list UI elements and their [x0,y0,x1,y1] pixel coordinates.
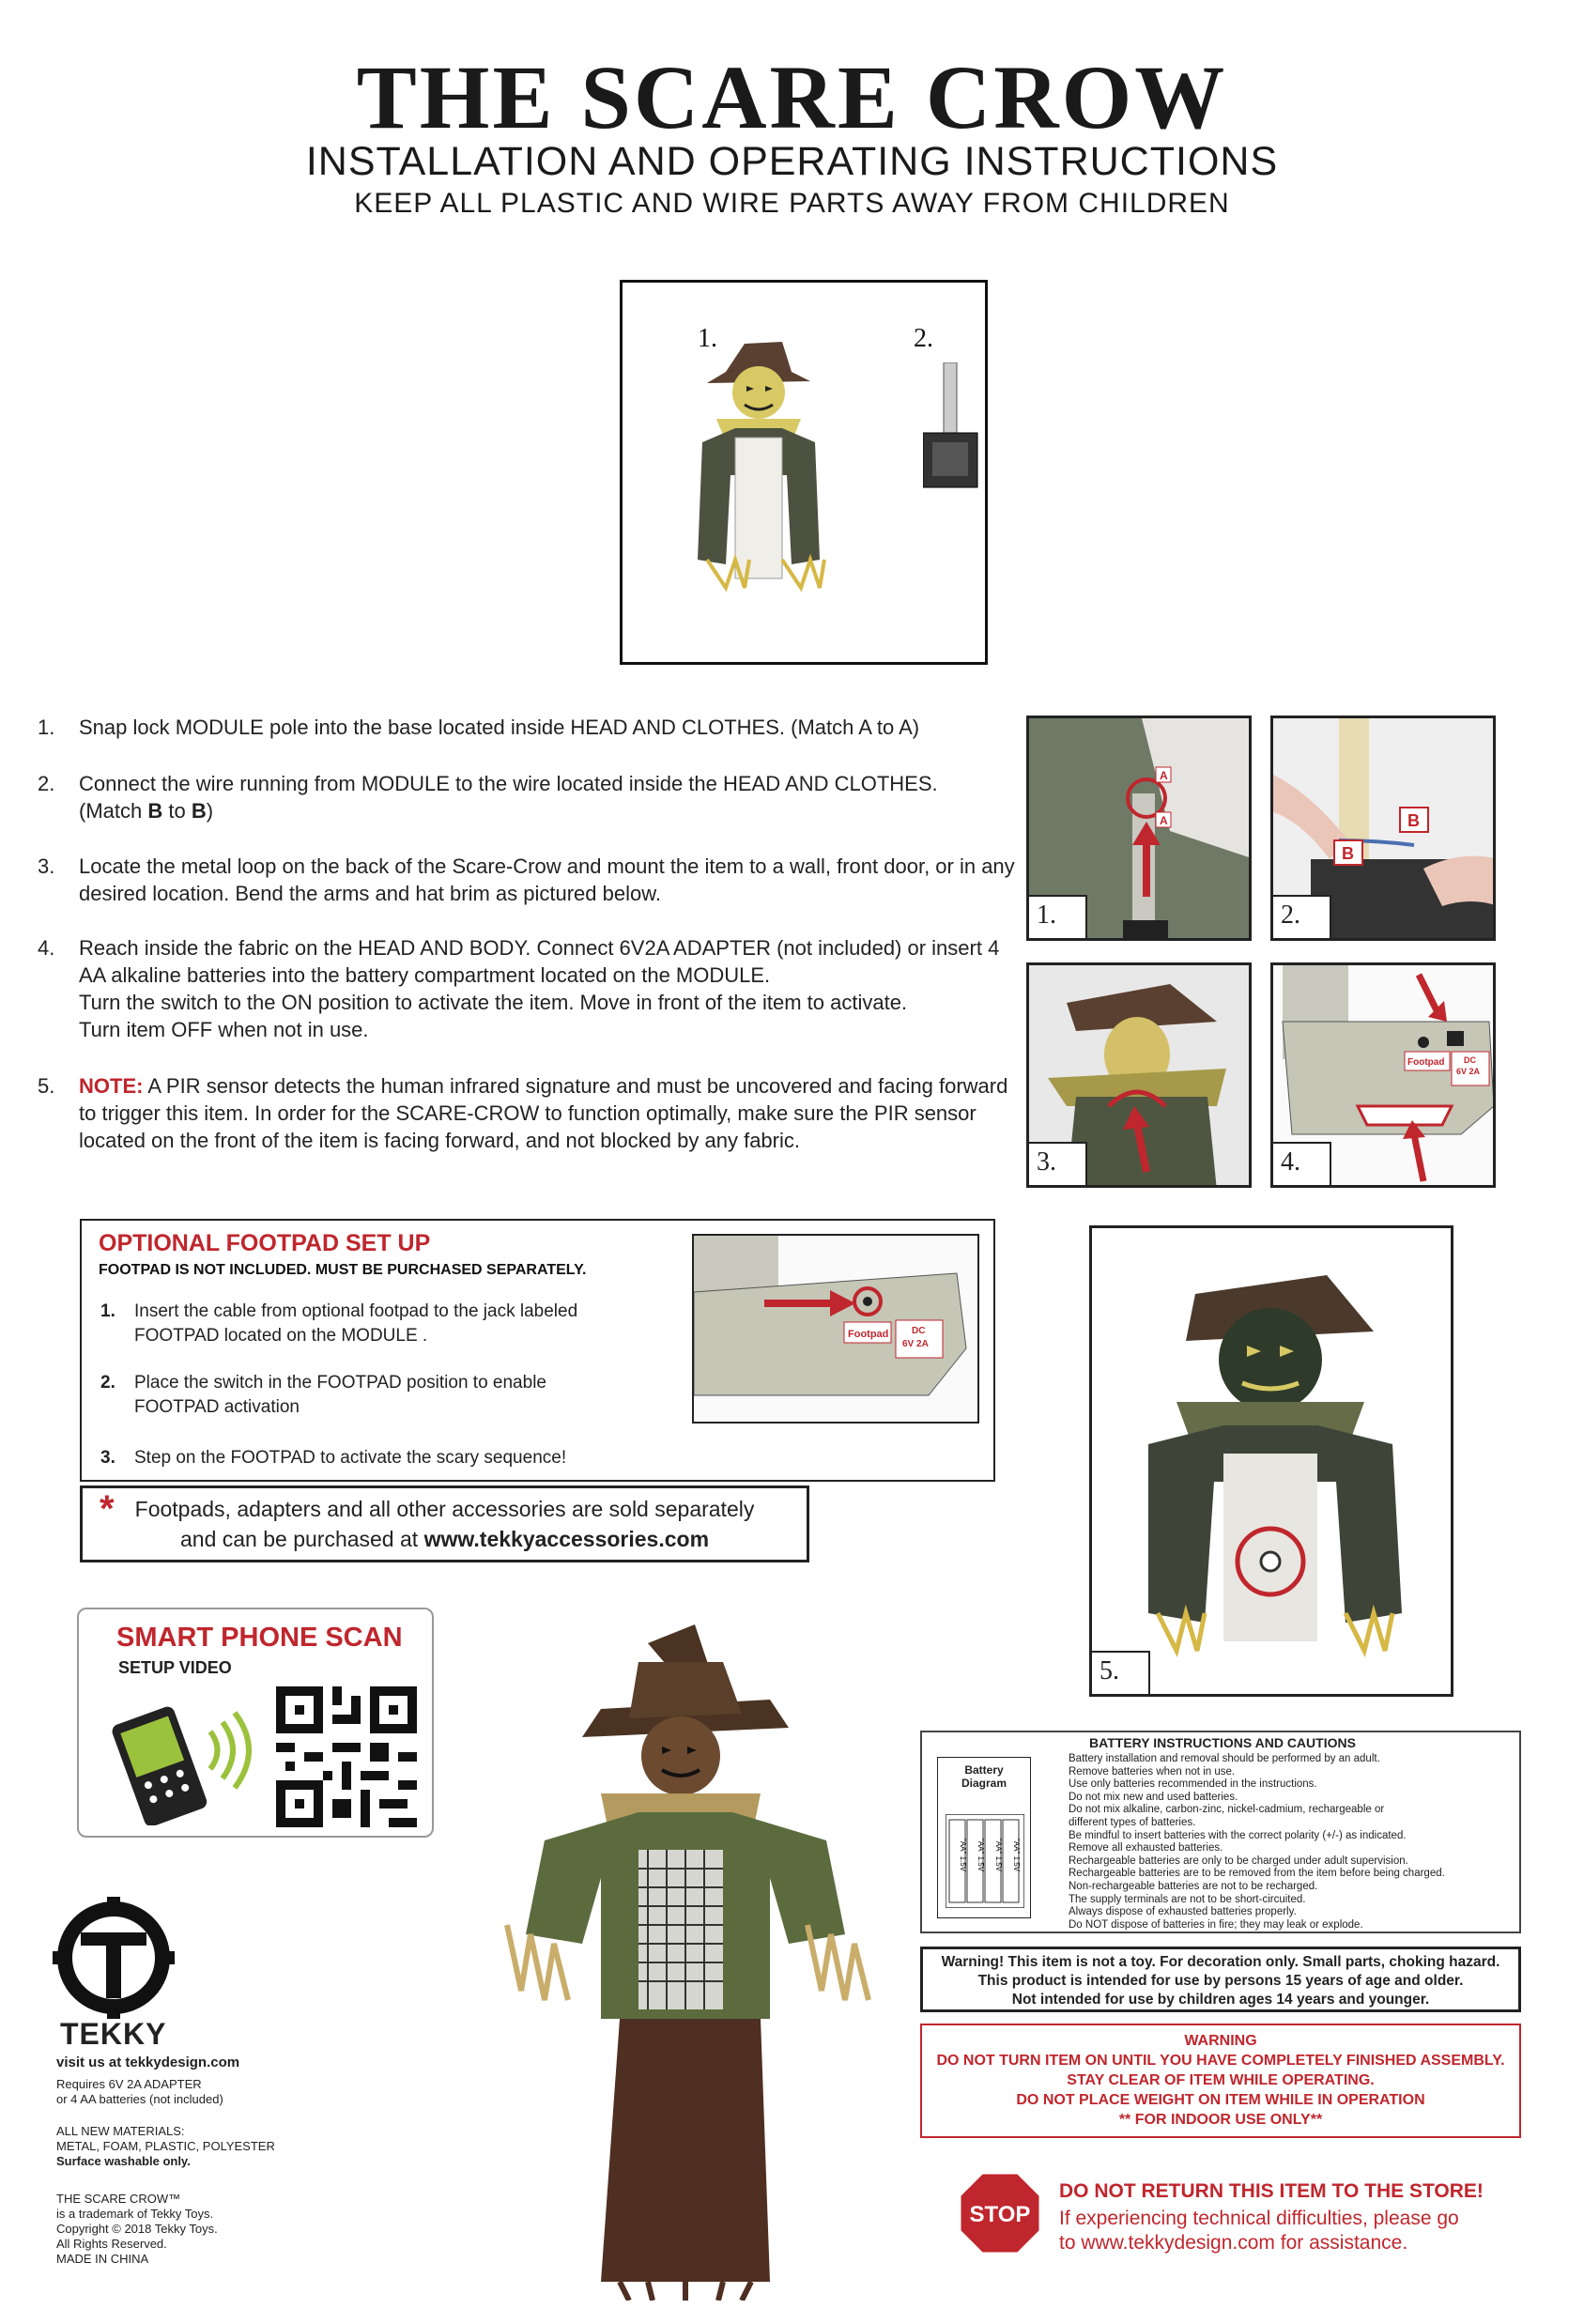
pir-sensor-illustration [1092,1228,1453,1697]
footpad-step-2: 2. Place the switch in the FOOTPAD position to enable FOOTPAD activation [100,1373,546,1417]
photo-step-1-label: 1. [1029,895,1087,938]
footpad-step-3: 3. Step on the FOOTPAD to activate the scary sequence! [100,1448,567,1468]
safety-warning-header: KEEP ALL PLASTIC AND WIRE PARTS AWAY FROM CHILDREN [354,188,1230,219]
tag-a-bottom: A [1160,814,1168,827]
asterisk-icon: * [100,1488,115,1530]
battery-instructions-box [920,1731,1521,1933]
photo-step-3 [1026,962,1252,1188]
instruction-step-5: 5. NOTE: A PIR sensor detects the human infrared signature and must be uncovered and facing forward to trigger this item. In order for the SCARE-CROW to function optimally, make sure the PIR sensor located on the front of the item is facing forward, and not blocked by any fabric. [38,1074,1008,1152]
instruction-step-4: 4. Reach inside the fabric on the HEAD AND BODY. Connect 6V2A ADAPTER (not included) or insert 4 AA alkaline batteries into the battery compartment located on the MODULE. Turn the switch to the ON position to activate the item. Move in front of the item to activate. Turn item OFF when not in use. [38,936,1000,1041]
photo-step-3-label: 3. [1029,1142,1087,1185]
stop-instructions: If experiencing technical difficulties, please go to www.tekkydesign.com for assistance. [1059,2208,1459,2254]
smartphone-scan-subtitle: SETUP VIDEO [118,1658,232,1677]
operating-warning-box: WARNING DO NOT TURN ITEM ON UNTIL YOU HAVE COMPLETELY FINISHED ASSEMBLY. STAY CLEAR OF ITEM WHILE OPERATING. DO NOT PLACE WEIGHT ON ITEM WHILE IN OPERATION ** FOR INDOOR USE ONLY** [920,2024,1521,2138]
tag-b-bottom: B [1342,844,1354,863]
toy-warning-box: Warning! This item is not a toy. For decoration only. Small parts, choking hazard. This product is intended for use by persons 15 years of age and older. Not intended for use by children ages 14 years and younger. [920,1947,1521,2012]
parts-diagram [620,280,988,665]
photo-step-2 [1270,716,1496,941]
scarecrow-costume-illustration [679,334,838,616]
footpad-box-dc-label: DC [912,1326,926,1336]
battery-diagram-label: Battery Diagram [961,1763,1007,1790]
photo-step-5 [1089,1225,1453,1697]
accessories-line-1: Footpads, adapters and all other accessories are sold separately [134,1497,755,1521]
accessories-line-2: and can be purchased at www.tekkyaccessories.com [179,1527,710,1551]
qr-code-icon[interactable] [276,1686,417,1827]
dc-label: DC [1464,1055,1476,1065]
materials-info: ALL NEW MATERIALS: METAL, FOAM, PLASTIC, POLYESTER Surface washable only. [56,2124,275,2168]
scarecrow-product-photo [488,1624,883,2301]
accessories-note [80,1485,809,1562]
instruction-step-3: 3. Locate the metal loop on the back of the Scare-Crow and mount the item to a wall, front door, or in any desired location. Bend the arms and hat brim as pictured below. [38,854,1015,905]
stop-sign-text: STOP [969,2202,1031,2227]
diagram-label-1: 1. [698,324,717,353]
footpad-step-1: 1. Insert the cable from optional footpad to the jack labeled FOOTPAD located on the MODULE . [100,1301,578,1346]
power-requirements: Requires 6V 2A ADAPTER or 4 AA batteries (not included) [56,2077,223,2106]
footpad-title: OPTIONAL FOOTPAD SET UP [99,1230,431,1256]
footpad-jack-photo [692,1234,979,1424]
tekky-website[interactable]: visit us at tekkydesign.com [56,2055,240,2070]
footpad-subtitle: FOOTPAD IS NOT INCLUDED. MUST BE PURCHASED SEPARATELY. [99,1262,587,1278]
phone-icon [102,1694,253,1825]
instruction-step-1: 1. Snap lock MODULE pole into the base located inside HEAD AND CLOTHES. (Match A to A) [38,716,920,739]
battery-cell-3: "AA" 1.5V [994,1839,1003,1872]
accessories-url[interactable]: www.tekkyaccessories.com [423,1527,710,1551]
battery-diagram [937,1757,1031,1918]
footpad-setup-box [80,1219,995,1482]
tekky-logo-text: TEKKY [60,2017,167,2051]
footpad-box-dc-rating: 6V 2A [902,1339,929,1349]
photo-step-2-label: 2. [1273,895,1331,938]
battery-title: BATTERY INSTRUCTIONS AND CAUTIONS [1089,1735,1356,1750]
footpad-box-jack-label: Footpad [848,1329,889,1340]
photo-step-5-label: 5. [1092,1651,1150,1694]
battery-cell-1: "AA" 1.5V [959,1839,967,1872]
page-title: THE SCARE CROW [356,47,1228,147]
trademark-info: THE SCARE CROW™ is a trademark of Tekky Toys. Copyright © 2018 Tekky Toys. All Rights Reserved. MADE IN CHINA [56,2192,218,2266]
photo-step-4-label: 4. [1273,1142,1331,1185]
dc-rating-label: 6V 2A [1456,1067,1481,1076]
module-illustration [923,362,979,513]
instruction-step-2: 2. Connect the wire running from MODULE to the wire located inside the HEAD AND CLOTHES. (Match B to B) [38,772,938,823]
tag-b-top: B [1407,811,1420,830]
smartphone-scan-box [77,1608,434,1838]
battery-caution-list: Battery installation and removal should be performed by an adult. Remove batteries when not in use. Use only batteries recommended in the instructions. Do not mix new and used batteries. Do not mix alkaline, carbon-zinc, nickel-cadmium, rechargeable or different types of batteries. Be mindful to insert batteries with the correct polarity (+/-) as indicated. Remove all exhausted batteries. Rechargeable batteries are only to be charged under adult supervision. Rechargeable batteries are to be removed from the item before being charged. Non-rechargeable batteries are not to be recharged. The supply terminals are not to be short-circuited. Always dispose of exhausted batteries properly. Do NOT dispose of batteries in fire; they may leak or explode. [1069,1753,1445,1931]
page-subtitle: INSTALLATION AND OPERATING INSTRUCTIONS [305,139,1279,184]
photo-step-1 [1026,716,1252,941]
battery-cell-2: "AA" 1.5V [977,1839,985,1872]
stop-sign-icon [958,2171,1042,2255]
smartphone-scan-title: SMART PHONE SCAN [116,1623,403,1653]
stop-headline: DO NOT RETURN THIS ITEM TO THE STORE! [1059,2180,1484,2202]
footpad-jack-label: Footpad [1407,1057,1445,1068]
diagram-label-2: 2. [914,324,933,353]
battery-compartment-icon [946,1814,1024,1908]
tekky-logo-icon [53,1897,175,2019]
battery-cell-4: "AA" 1.5V [1012,1839,1021,1872]
photo-step-4 [1270,962,1496,1188]
module-jack-illustration [694,1236,977,1422]
tag-a-top: A [1160,769,1168,782]
